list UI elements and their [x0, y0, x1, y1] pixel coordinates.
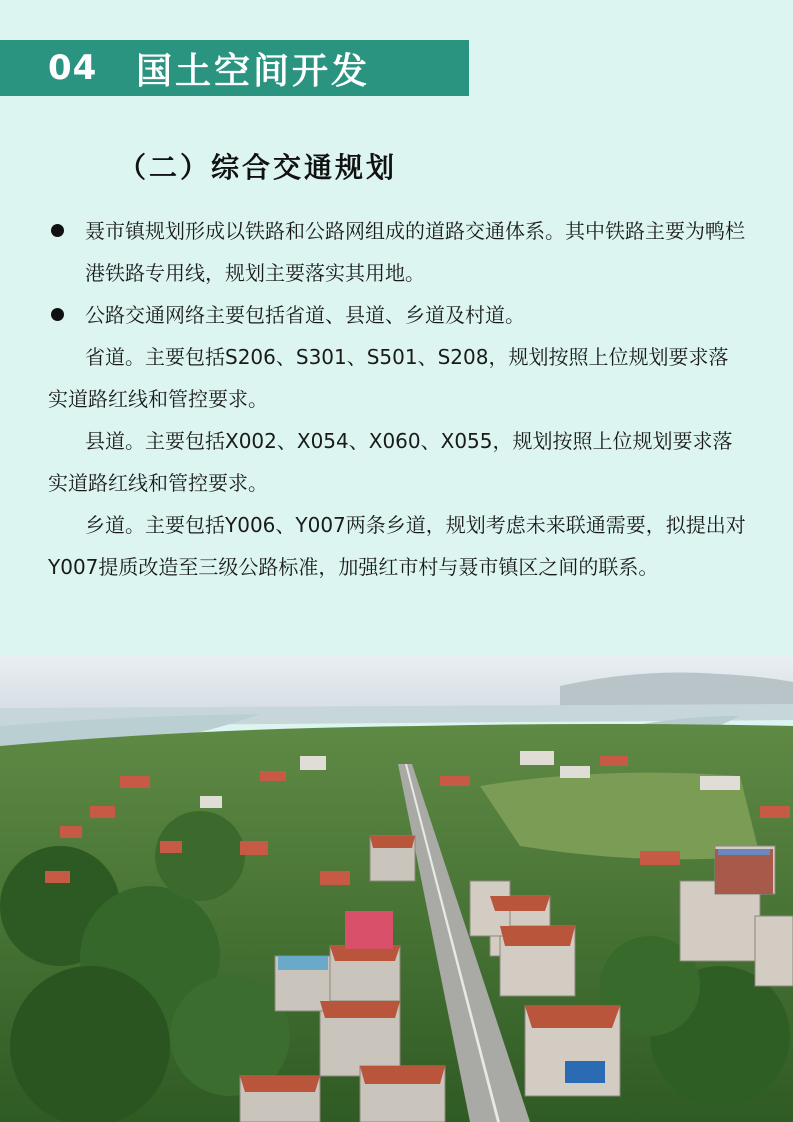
bullet-item	[48, 210, 748, 294]
chapter-title: 国土空间开发	[136, 50, 371, 92]
paragraph-township-roads: 乡道。主要包括Y006、Y007两条乡道，规划考虑未来联通需要，拟提出对Y007提质改造至三级公路标准，加强红市村与聂市镇区之间的联系。	[48, 513, 746, 579]
chapter-number: 04	[48, 48, 98, 88]
aerial-town-photo	[0, 656, 793, 1122]
paragraph-county-roads: 县道。主要包括X002、X054、X060、X055，规划按照上位规划要求落实道路红线和管控要求。	[48, 429, 733, 495]
chapter-header	[0, 40, 469, 96]
aerial-photo-illustration	[0, 656, 793, 1122]
bullet-icon	[48, 210, 85, 294]
section-title: （二）综合交通规划	[118, 151, 398, 184]
bullet-icon	[48, 294, 85, 336]
paragraph-provincial-roads: 省道。主要包括S206、S301、S501、S208，规划按照上位规划要求落实道路红线和管控要求。	[48, 345, 729, 411]
bullet-text: 聂市镇规划形成以铁路和公路网组成的道路交通体系。其中铁路主要为鸭栏港铁路专用线，规划主要落实其用地。	[85, 219, 745, 285]
body-text	[48, 210, 748, 588]
bullet-item	[48, 294, 748, 336]
bullet-text: 公路交通网络主要包括省道、县道、乡道及村道。	[85, 303, 525, 327]
